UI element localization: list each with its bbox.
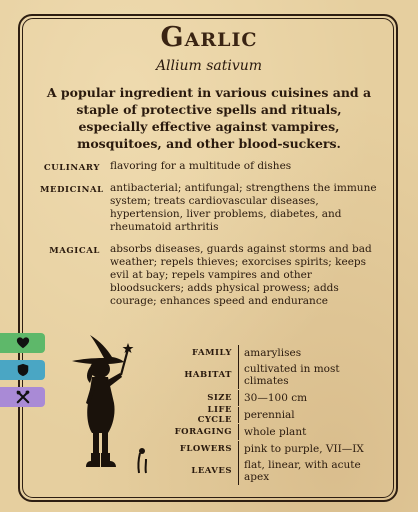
property-value: perennial <box>238 407 382 423</box>
use-culinary <box>40 160 380 173</box>
crossed-tools-icon <box>16 390 30 404</box>
property-value: pink to purple, VII—IX <box>238 441 382 457</box>
property-row <box>172 457 382 485</box>
tab-protection[interactable] <box>0 360 45 380</box>
property-value: cultivated in most climates <box>238 361 382 389</box>
tab-crafting[interactable] <box>0 387 45 407</box>
property-label: FAMILY <box>191 348 232 358</box>
shield-icon <box>16 363 30 377</box>
property-row <box>172 361 382 389</box>
property-row <box>172 406 382 423</box>
properties-table <box>172 345 382 485</box>
use-text: absorbs diseases, guards against storms and bad weather; repels thieves; exorcises spirits; keeps evil at bay; repels vampires and other bloodsuckers; adds physical prowess; adds courage; enhances speed and endurance <box>110 243 372 307</box>
use-magical <box>40 243 380 308</box>
tab-health[interactable] <box>0 333 45 353</box>
use-label: MEDICINAL <box>40 185 104 195</box>
property-row <box>172 389 382 406</box>
use-text: antibacterial; antifungal; strengthens the immune system; treats cardiovascular diseases, hypertension, liver problems, diabetes, and rheumatoid arthritis <box>110 182 377 233</box>
uses-section <box>40 160 380 317</box>
property-label: FLOWERS <box>179 443 232 454</box>
use-label: CULINARY <box>43 163 100 173</box>
property-value: whole plant <box>238 424 382 440</box>
side-tabs <box>0 333 45 414</box>
use-label: MAGICAL <box>49 246 100 256</box>
property-row <box>172 345 382 361</box>
property-label: LIFE CYCLE <box>197 404 232 425</box>
property-row <box>172 423 382 440</box>
use-text: flavoring for a multitude of dishes <box>110 160 292 172</box>
use-medicinal <box>40 182 380 234</box>
property-value: 30—100 cm <box>238 390 382 406</box>
property-label: FORAGING <box>174 426 232 437</box>
property-label: SIZE <box>207 392 232 403</box>
heart-icon <box>16 336 30 350</box>
property-value: amarylises <box>238 345 382 361</box>
herb-latin-name: Allium sativum <box>155 58 263 74</box>
property-label: LEAVES <box>191 466 232 476</box>
herb-description: A popular ingredient in various cuisines and a staple of protective spells and rituals, especially effective against vampires, mosquitoes, and other blood-suckers. <box>46 85 372 151</box>
herb-name: Garlic <box>160 22 258 53</box>
property-value: flat, linear, with acute apex <box>238 457 382 485</box>
property-label: HABITAT <box>184 370 232 380</box>
property-row <box>172 440 382 457</box>
witch-silhouette <box>62 333 162 478</box>
